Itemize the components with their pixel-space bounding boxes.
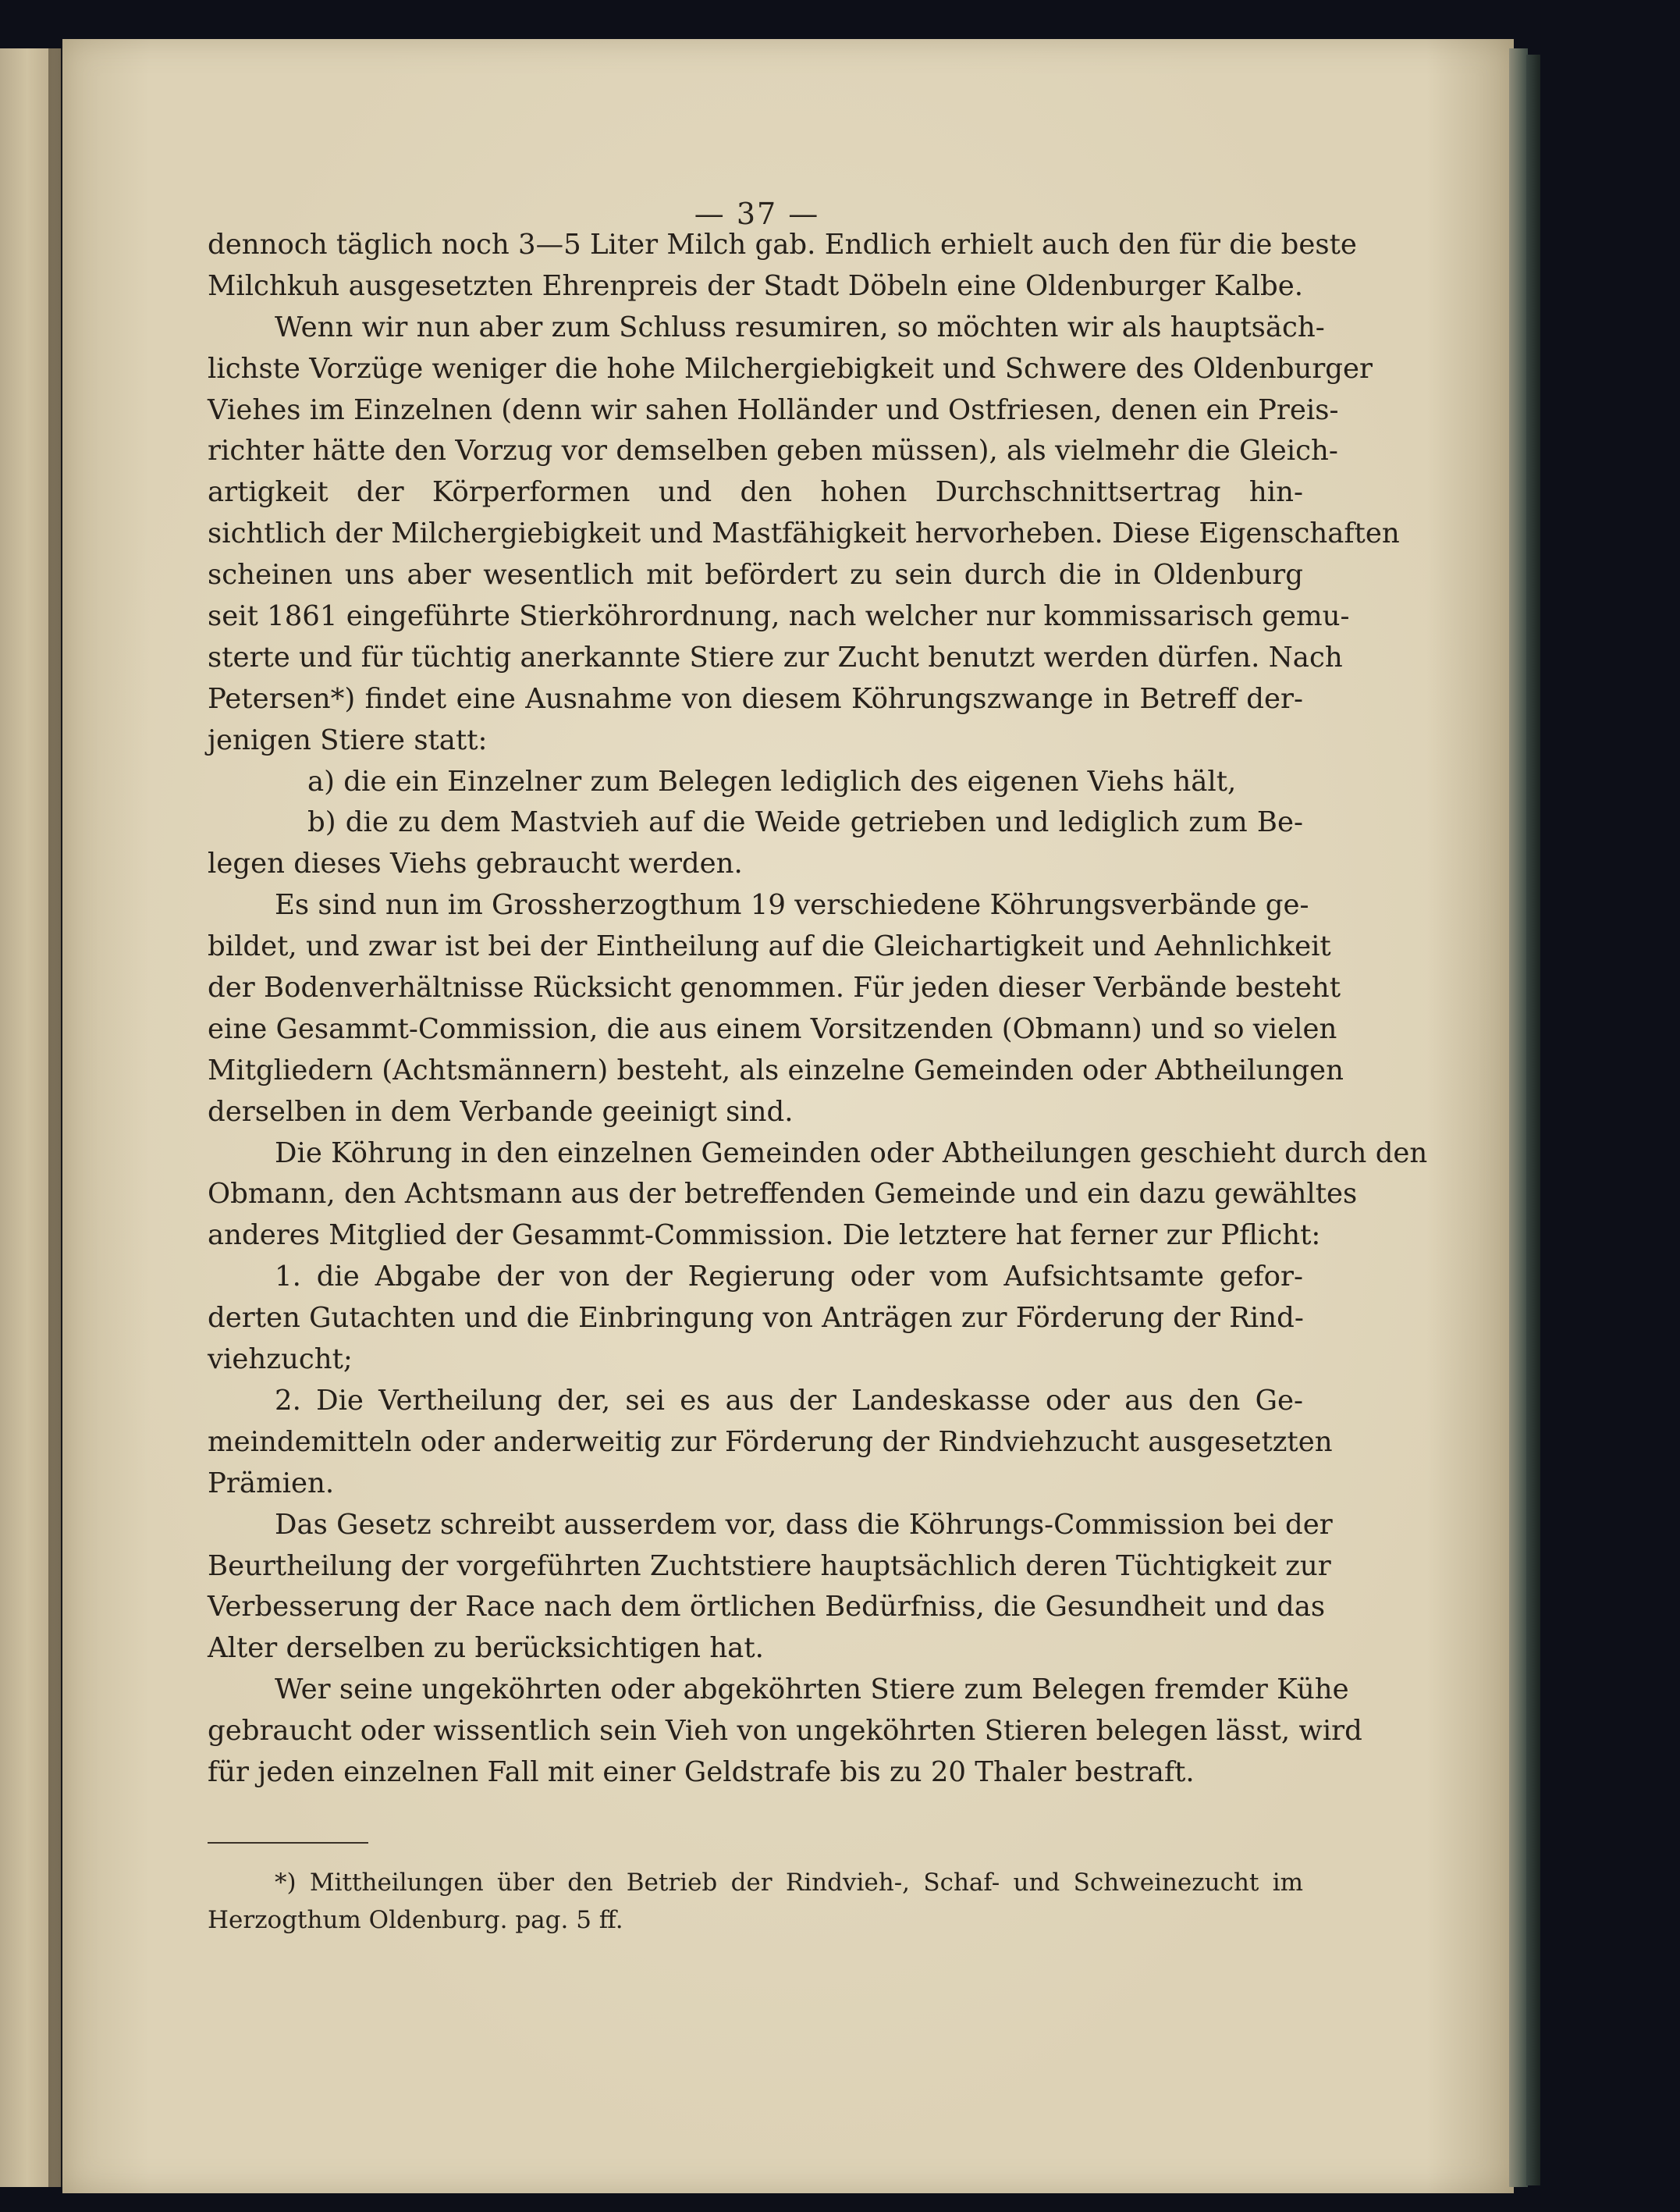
text-line: seit 1861 eingeführte Stierköhrordnung, nach welcher nur kommissarisch gemu- (208, 600, 1350, 633)
text-line: Das Gesetz schreibt ausserdem vor, dass die Köhrungs-Commission bei der (275, 1508, 1333, 1541)
text-line: für jeden einzelnen Fall mit einer Geldstrafe bis zu 20 Thaler bestraft. (208, 1755, 1195, 1788)
body-text (208, 225, 1428, 1794)
text-line: Alter derselben zu berücksichtigen hat. (208, 1632, 764, 1665)
text-line: a) die ein Einzelner zum Belegen lediglich des eigenen Viehs hält, (307, 765, 1237, 798)
footnote-line: Herzogthum Oldenburg. pag. 5 ff. (208, 1906, 623, 1934)
text-line: Verbesserung der Race nach dem örtlichen Bedürfniss, die Gesundheit und das (208, 1591, 1326, 1623)
text-line: derten Gutachten und die Einbringung von Anträgen zur Förderung der Rind- (208, 1302, 1304, 1335)
text-line: Es sind nun im Grossherzogthum 19 verschiedene Köhrungsverbände ge- (275, 889, 1309, 922)
text-line: der Bodenverhältnisse Rücksicht genommen. Für jeden dieser Verbände besteht (208, 972, 1341, 1005)
footnote (208, 1864, 1303, 1939)
text-line: jenigen Stiere statt: (208, 724, 488, 756)
text-line: sichtlich der Milchergiebigkeit und Mastfähigkeit hervorheben. Diese Eigenschaften (208, 517, 1400, 550)
text-line: derselben in dem Verbande geeinigt sind. (208, 1095, 794, 1128)
text-line: 1. die Abgabe der von der Regierung oder vom Aufsichtsamte gefor- (275, 1261, 1303, 1293)
text-line: Obmann, den Achtsmann aus der betreffenden Gemeinde und ein dazu gewähltes (208, 1178, 1358, 1211)
text-line: lichste Vorzüge weniger die hohe Milchergiebigkeit und Schwere des Oldenburger (208, 352, 1373, 385)
book-spine (1509, 48, 1528, 2187)
text-line: Die Köhrung in den einzelnen Gemeinden oder Abtheilungen geschieht durch den (275, 1136, 1428, 1169)
text-line: Beurtheilung der vorgeführten Zuchtstiere hauptsächlich deren Tüchtigkeit zur (208, 1549, 1331, 1582)
text-line: sterte und für tüchtig anerkannte Stiere zur Zucht benutzt werden dürfen. Nach (208, 641, 1343, 674)
text-line: Wer seine ungeköhrten oder abgeköhrten Stiere zum Belegen fremder Kühe (275, 1673, 1349, 1706)
text-line: anderes Mitglied der Gesammt-Commission. Die letztere hat ferner zur Pflicht: (208, 1219, 1321, 1252)
text-line: legen dieses Viehs gebraucht werden. (208, 848, 743, 880)
text-line: bildet, und zwar ist bei der Eintheilung auf die Gleichartigkeit und Aehnlichkeit (208, 930, 1331, 963)
footnote-rule (208, 1842, 368, 1844)
footnote-line: *) Mittheilungen über den Betrieb der Rindvieh-, Schaf- und Schweinezucht im (275, 1869, 1303, 1897)
text-line: gebraucht oder wissentlich sein Vieh von ungeköhrten Stieren belegen lässt, wird (208, 1715, 1362, 1748)
page-number: — 37 — (694, 197, 820, 231)
text-line: Mitgliedern (Achtsmännern) besteht, als einzelne Gemeinden oder Abtheilungen (208, 1054, 1344, 1086)
text-line: dennoch täglich noch 3—5 Liter Milch gab. Endlich erhielt auch den für die beste (208, 229, 1357, 261)
text-line: viehzucht; (208, 1343, 353, 1376)
text-line: Prämien. (208, 1467, 335, 1499)
text-line: b) die zu dem Mastvieh auf die Weide getrieben und lediglich zum Be- (307, 806, 1303, 839)
text-line: richter hätte den Vorzug vor demselben geben müssen), als vielmehr die Gleich- (208, 435, 1338, 468)
text-line: Viehes im Einzelnen (denn wir sahen Holländer und Ostfriesen, denen ein Preis- (208, 393, 1339, 426)
text-line: Petersen*) findet eine Ausnahme von diesem Köhrungszwange in Betreff der- (208, 682, 1303, 715)
text-line: Wenn wir nun aber zum Schluss resumiren, so möchten wir als hauptsäch- (275, 311, 1325, 343)
text-line: 2. Die Vertheilung der, sei es aus der Landeskasse oder aus den Ge- (275, 1384, 1303, 1417)
book-cover-edge (1526, 55, 1540, 2185)
text-line: eine Gesammt-Commission, die aus einem Vorsitzenden (Obmann) und so vielen (208, 1012, 1337, 1045)
text-line: artigkeit der Körperformen und den hohen Durchschnittsertrag hin- (208, 476, 1303, 509)
text-line: scheinen uns aber wesentlich mit befördert zu sein durch die in Oldenburg (208, 559, 1303, 592)
text-line: Milchkuh ausgesetzten Ehrenpreis der Stadt Döbeln eine Oldenburger Kalbe. (208, 269, 1303, 302)
text-line: meindemitteln oder anderweitig zur Förderung der Rindviehzucht ausgesetzten (208, 1425, 1333, 1458)
